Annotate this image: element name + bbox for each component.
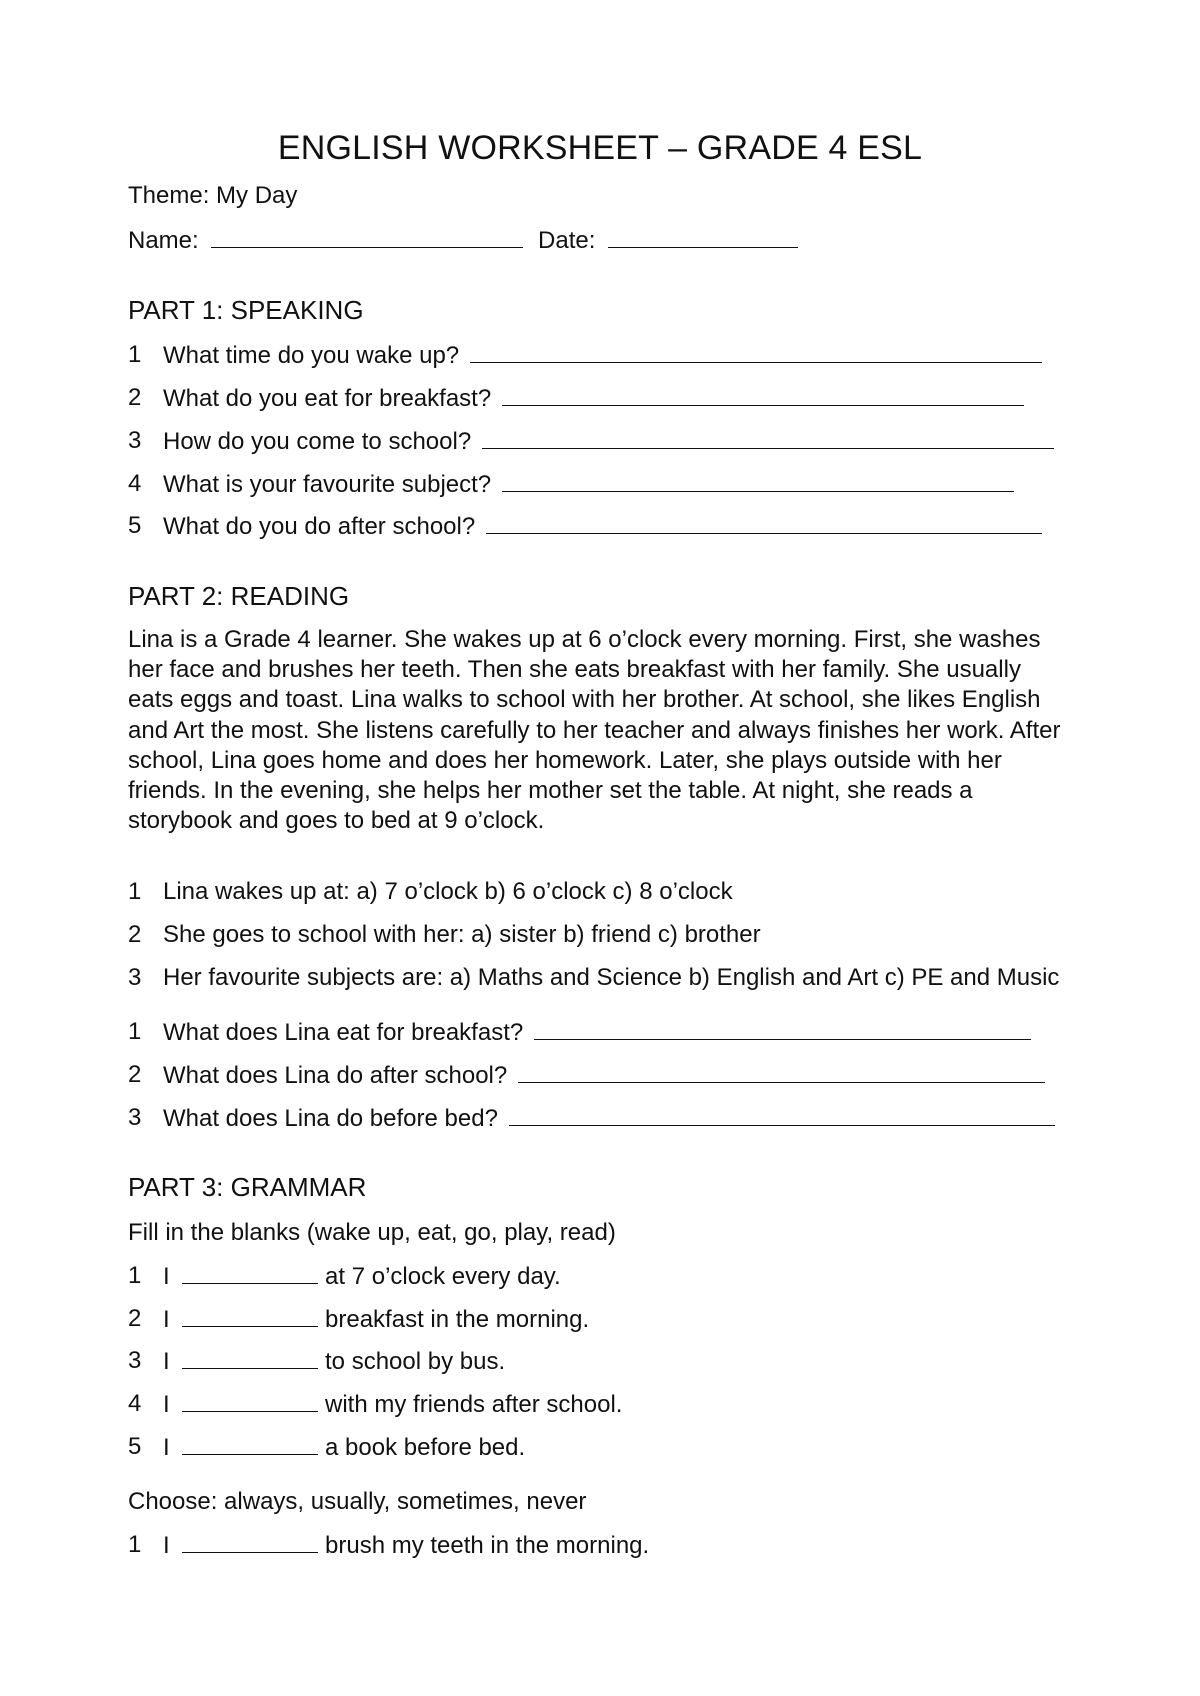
worksheet-title: ENGLISH WORKSHEET – GRADE 4 ESL — [277, 129, 923, 167]
name-date-row — [128, 225, 798, 256]
item-number: 3 — [128, 1347, 142, 1374]
fill-blank[interactable] — [182, 1261, 318, 1284]
question-number: 3 — [128, 964, 142, 991]
answer-blank[interactable] — [518, 1060, 1045, 1083]
item-number: 2 — [128, 1305, 142, 1332]
question-text: What do you do after school? — [163, 513, 476, 540]
fill-blank[interactable] — [182, 1432, 318, 1455]
question-number: 4 — [128, 470, 142, 497]
item-subject: I — [163, 1348, 170, 1375]
part3-heading: PART 3: GRAMMAR — [128, 1172, 367, 1202]
item-text: a book before bed. — [325, 1434, 526, 1461]
fill-item — [163, 1389, 622, 1420]
mc-question[interactable]: Her favourite subjects are: a) Maths and Science b) English and Art c) PE and Music — [163, 964, 1060, 991]
open-question — [163, 1017, 1031, 1048]
date-label: Date: — [538, 227, 596, 254]
item-text: breakfast in the morning. — [325, 1306, 590, 1333]
mc-question[interactable]: She goes to school with her: a) sister b) friend c) brother — [163, 921, 761, 948]
item-number: 5 — [128, 1433, 142, 1460]
open-question — [163, 1060, 1045, 1091]
question-number: 2 — [128, 1061, 142, 1088]
date-blank[interactable] — [608, 225, 798, 248]
item-subject: I — [163, 1434, 170, 1461]
item-number: 1 — [128, 1262, 142, 1289]
question-number: 5 — [128, 512, 142, 539]
answer-blank[interactable] — [482, 426, 1054, 449]
fill-item — [163, 1432, 525, 1463]
question-text: What do you eat for breakfast? — [163, 385, 492, 412]
speaking-question — [163, 469, 1014, 500]
fill-blank[interactable] — [182, 1346, 318, 1369]
question-text: What does Lina eat for breakfast? — [163, 1019, 524, 1046]
reading-passage — [128, 625, 1088, 836]
answer-blank[interactable] — [502, 383, 1024, 406]
fill-item — [163, 1261, 561, 1292]
frequency-instruction: Choose: always, usually, sometimes, never — [128, 1488, 587, 1515]
question-text: What is your favourite subject? — [163, 471, 492, 498]
item-text: to school by bus. — [325, 1348, 506, 1375]
open-question — [163, 1103, 1055, 1134]
passage-line: storybook and goes to bed at 9 o’clock. — [128, 807, 545, 835]
answer-blank[interactable] — [470, 340, 1042, 363]
mc-question[interactable]: Lina wakes up at: a) 7 o’clock b) 6 o’clock c) 8 o’clock — [163, 878, 733, 905]
question-number: 2 — [128, 921, 142, 948]
question-text: What does Lina do before bed? — [163, 1105, 498, 1132]
speaking-question — [163, 383, 1024, 414]
answer-blank[interactable] — [509, 1103, 1055, 1126]
fill-blank[interactable] — [182, 1530, 318, 1553]
choose-item — [163, 1530, 649, 1561]
passage-line: and Art the most. She listens carefully to her teacher and always finishes her work. After — [128, 716, 1061, 744]
fill-item — [163, 1304, 589, 1335]
item-number: 1 — [128, 1531, 142, 1558]
speaking-question — [163, 340, 1042, 371]
answer-blank[interactable] — [534, 1017, 1031, 1040]
fill-blank[interactable] — [182, 1389, 318, 1412]
item-text: brush my teeth in the morning. — [325, 1532, 650, 1559]
question-number: 3 — [128, 427, 142, 454]
name-label: Name: — [128, 227, 199, 254]
passage-line: school, Lina goes home and does her homework. Later, she plays outside with her — [128, 746, 1002, 774]
question-number: 1 — [128, 1018, 142, 1045]
item-text: with my friends after school. — [325, 1391, 623, 1418]
item-text: at 7 o’clock every day. — [325, 1263, 561, 1290]
speaking-question — [163, 511, 1042, 542]
question-number: 1 — [128, 341, 142, 368]
speaking-question — [163, 426, 1054, 457]
question-number: 3 — [128, 1104, 142, 1131]
passage-line: friends. In the evening, she helps her mother set the table. At night, she reads a — [128, 777, 973, 805]
question-number: 2 — [128, 384, 142, 411]
grammar-instruction: Fill in the blanks (wake up, eat, go, play, read) — [128, 1219, 616, 1246]
question-text: What time do you wake up? — [163, 342, 460, 369]
theme-line: Theme: My Day — [128, 182, 298, 209]
part1-heading: PART 1: SPEAKING — [128, 295, 364, 325]
fill-blank[interactable] — [182, 1304, 318, 1327]
answer-blank[interactable] — [486, 511, 1042, 534]
item-subject: I — [163, 1391, 170, 1418]
item-subject: I — [163, 1306, 170, 1333]
question-text: What does Lina do after school? — [163, 1062, 508, 1089]
fill-item — [163, 1346, 505, 1377]
name-blank[interactable] — [211, 225, 523, 248]
question-text: How do you come to school? — [163, 428, 472, 455]
passage-line: eats eggs and toast. Lina walks to school with her brother. At school, she likes English — [128, 686, 1041, 714]
answer-blank[interactable] — [502, 469, 1014, 492]
question-number: 1 — [128, 878, 142, 905]
passage-line: her face and brushes her teeth. Then she eats breakfast with her family. She usually — [128, 656, 1021, 684]
item-subject: I — [163, 1263, 170, 1290]
passage-line: Lina is a Grade 4 learner. She wakes up at 6 o’clock every morning. First, she washes — [128, 626, 1041, 653]
item-subject: I — [163, 1532, 170, 1559]
item-number: 4 — [128, 1390, 142, 1417]
part2-heading: PART 2: READING — [128, 581, 350, 611]
